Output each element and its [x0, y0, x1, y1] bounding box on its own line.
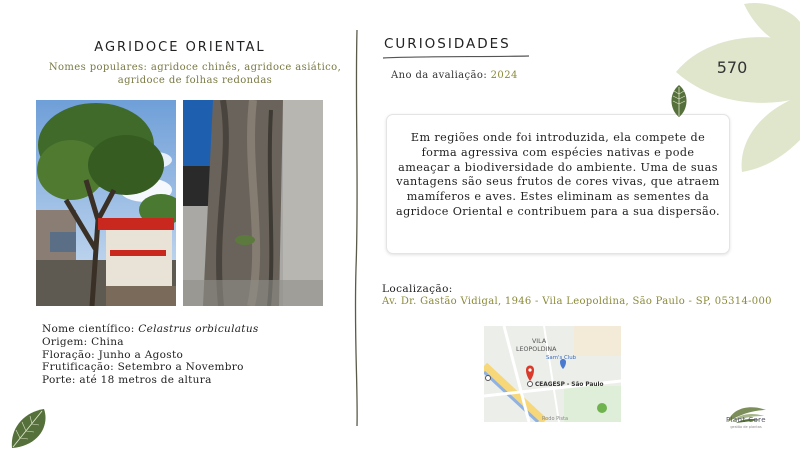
curiosity-text: Em regiões onde foi introduzida, ela compete de forma agressiva com espécies nativas e pode ameaçar a biodiversidade do ambiente. Uma de suas vantagens são seus frutos de cores vivas, que atraem mamíferos e aves. Estes eliminam as sementes da agridoce Oriental e contribuem para a sua dispersão.	[396, 131, 720, 218]
map-place-samsclub: Sam's Club	[546, 355, 577, 361]
badge-number: 570	[716, 58, 748, 77]
origin: Origem: China	[42, 335, 124, 348]
brand-name: Plant Core	[725, 416, 767, 424]
leaves-decoration	[672, 0, 800, 175]
flowering: Floração: Junho a Agosto	[42, 348, 184, 361]
vertical-divider	[350, 28, 364, 428]
fruiting: Frutificação: Setembro a Novembro	[42, 361, 244, 374]
location-map[interactable]	[484, 326, 621, 422]
popular-names: Nomes populares: agridoce chinês, agridoce asiático, agridoce de folhas redondas	[48, 62, 342, 86]
scientific-value: Celastrus orbiculatus	[138, 323, 259, 335]
map-district-line2: LEOPOLDINA	[516, 346, 557, 353]
tree-photo	[36, 100, 176, 306]
plant-title: AGRIDOCE ORIENTAL	[94, 40, 266, 55]
map-district-line1: VILA	[532, 338, 547, 345]
map-place-ceagesp: CEAGESP - São Paulo	[535, 382, 604, 388]
scientific-label: Nome científico:	[42, 323, 139, 335]
size: Porte: até 18 metros de altura	[42, 374, 212, 387]
plant-facts	[42, 323, 259, 387]
curiosities-heading: CURIOSIDADES	[384, 36, 511, 52]
trunk-photo	[183, 100, 323, 306]
map-road: Rodo Pista	[542, 416, 569, 422]
year-label: Ano da avaliação:	[391, 70, 491, 81]
location-address: Av. Dr. Gastão Vidigal, 1946 - Vila Leopoldina, São Paulo - SP, 05314-000	[382, 296, 772, 307]
plant-core-logo-icon	[720, 392, 772, 436]
heading-underline	[382, 54, 530, 60]
evaluation-year	[391, 70, 518, 81]
scientific-name	[42, 323, 259, 336]
brand-tagline: gestão de plantas	[730, 425, 762, 429]
location-label: Localização:	[382, 283, 453, 295]
year-value: 2024	[490, 70, 518, 81]
leaf-icon	[668, 84, 690, 118]
leaf-icon-bottom	[6, 406, 48, 450]
